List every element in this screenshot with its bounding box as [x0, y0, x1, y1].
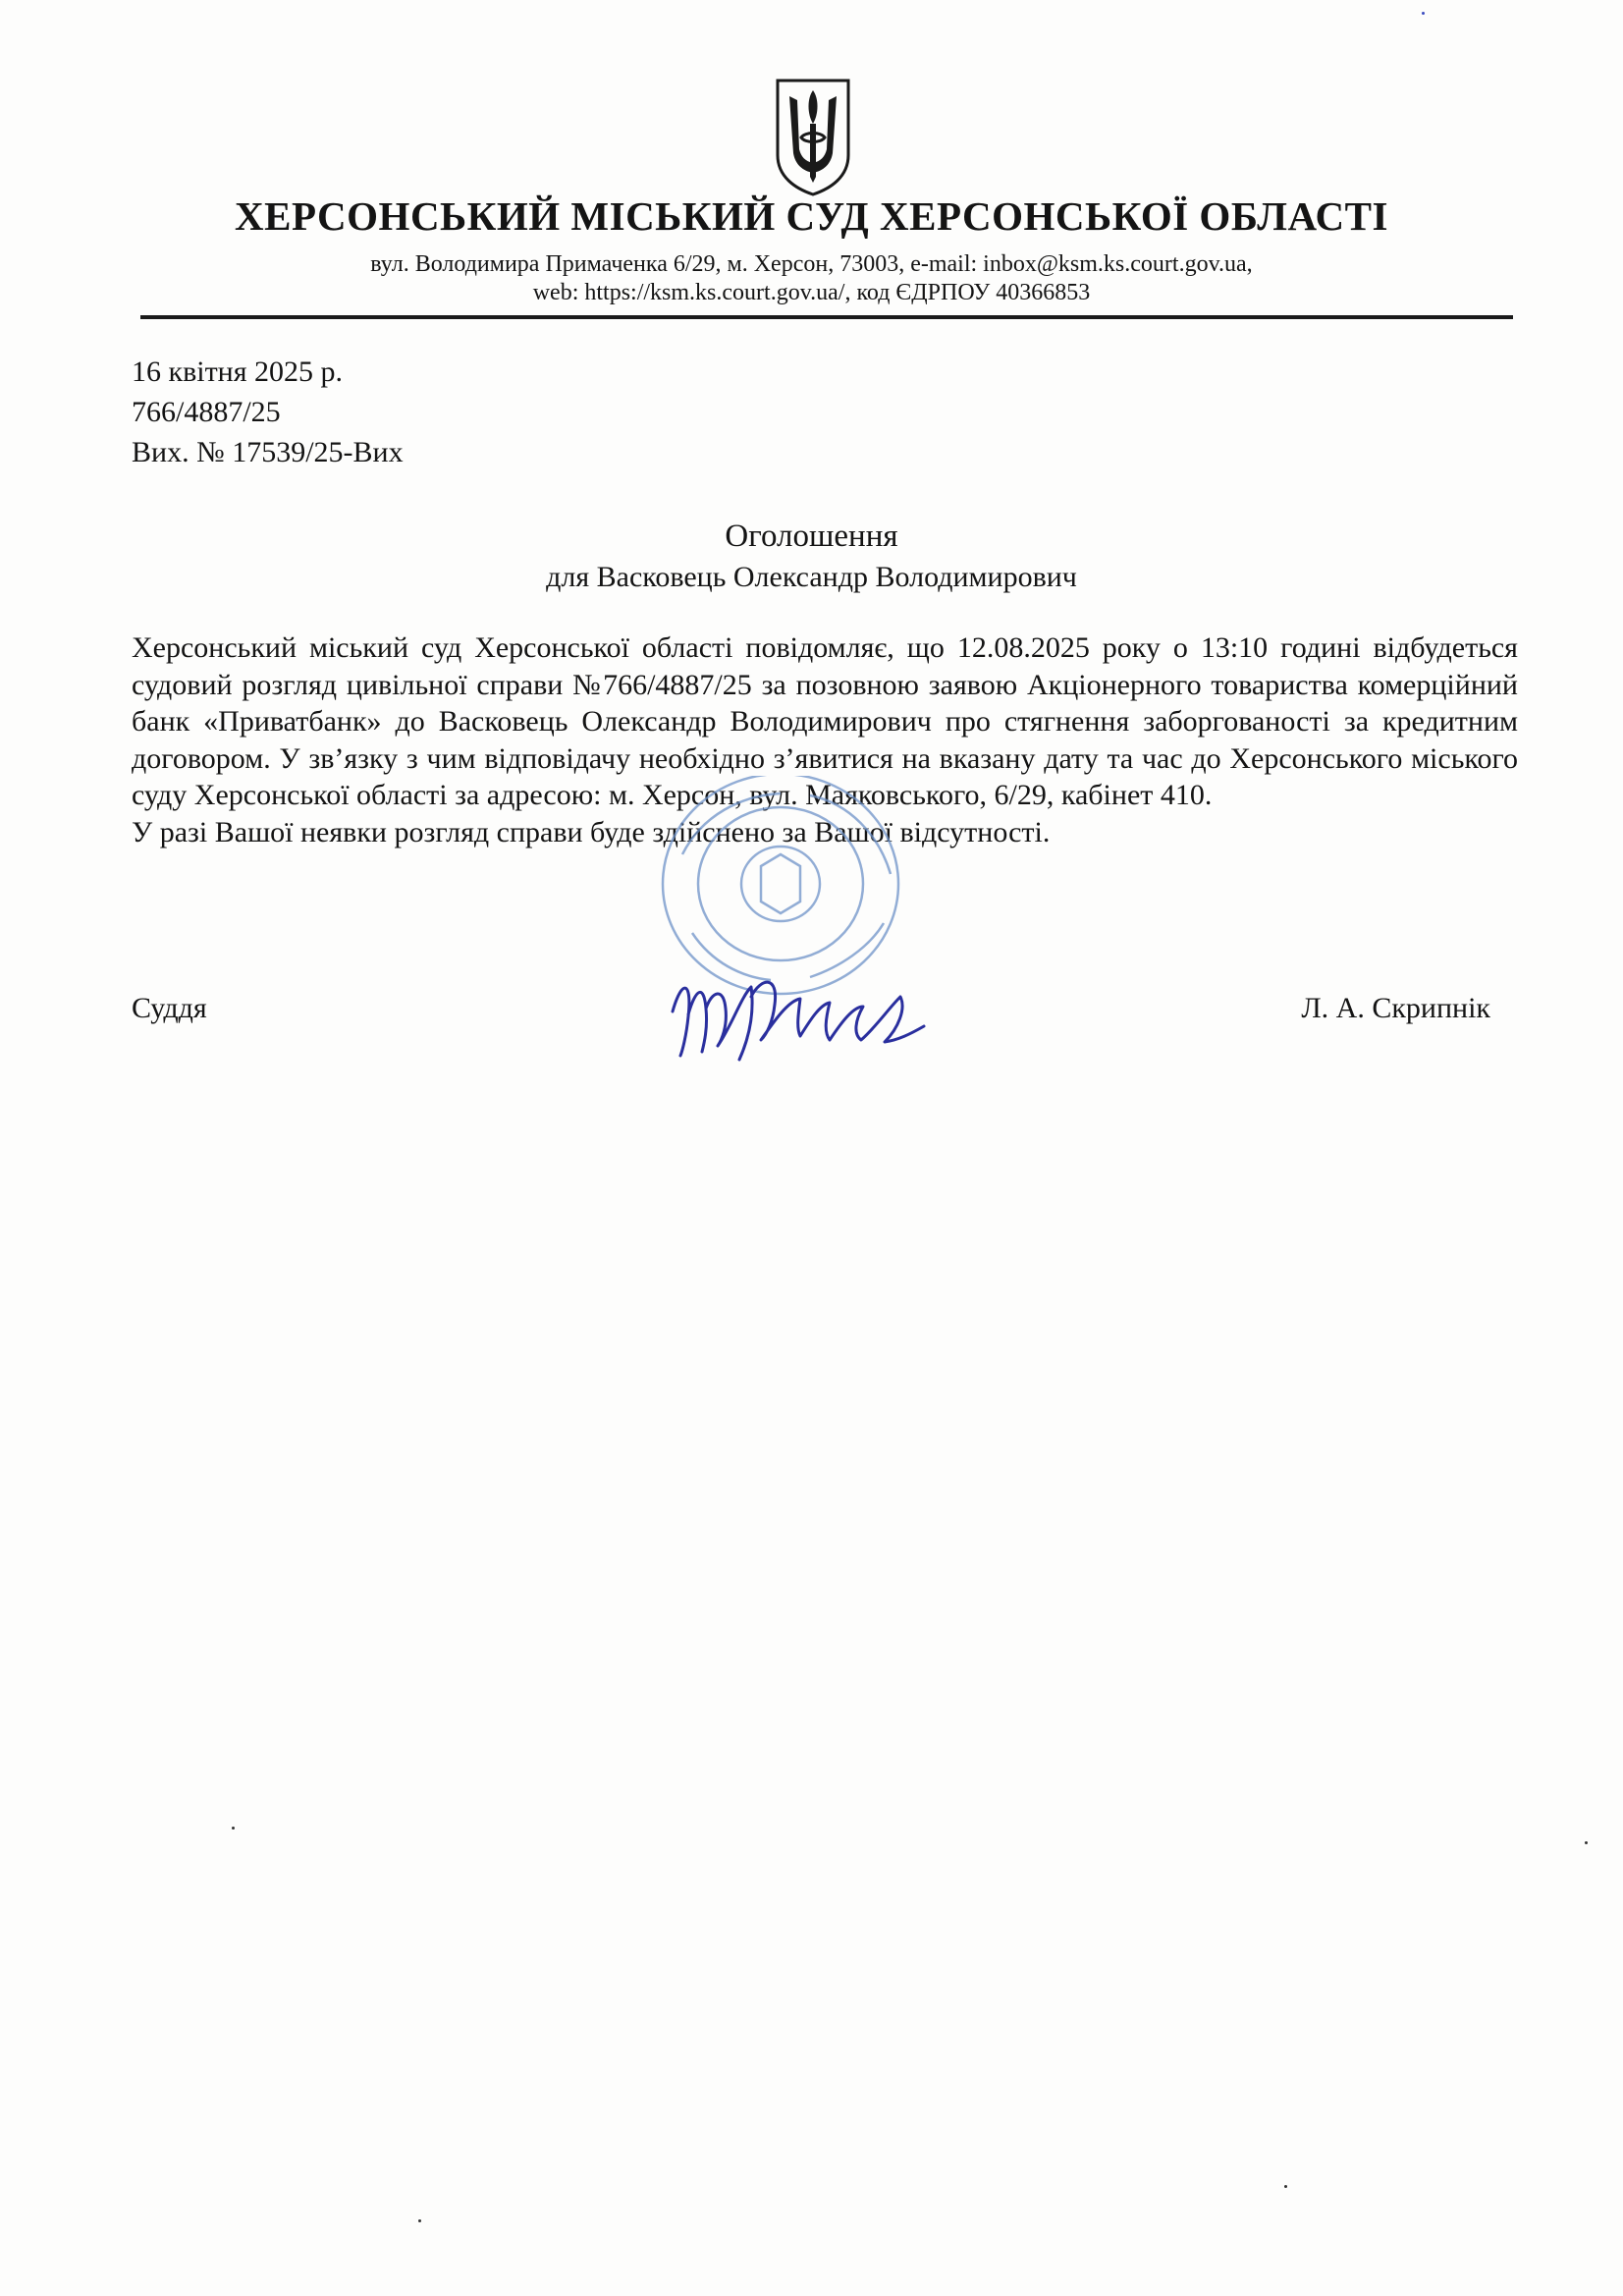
- document-date: 16 квітня 2025 р.: [132, 355, 344, 388]
- header-divider: [140, 315, 1513, 319]
- court-web-and-code: web: https://ksm.ks.court.gov.ua/, код ЄДРПОУ 40366853: [532, 280, 1091, 305]
- judge-signature: [653, 957, 947, 1066]
- body-paragraph-absence: У разі Вашої неявки розгляд справи буде здійснено за Вашої відсутності.: [132, 815, 1051, 848]
- announcement-title: Оголошення: [725, 519, 898, 554]
- judge-name: Л. А. Скрипнік: [1301, 992, 1490, 1024]
- scan-speck: [1284, 2185, 1287, 2188]
- scan-speck: [418, 2219, 421, 2222]
- court-address: вул. Володимира Примаченка 6/29, м. Херсон, 73003, e-mail: inbox@ksm.ks.court.gov.ua,: [370, 251, 1253, 277]
- scan-speck: [232, 1827, 235, 1830]
- scan-speck: [1422, 12, 1425, 15]
- trident-coat-of-arms-icon: [772, 75, 854, 198]
- announcement-addressee: для Васковець Олександр Володимирович: [546, 561, 1077, 593]
- body-paragraph-notice: Херсонський міський суд Херсонської області повідомляє, що 12.08.2025 року о 13:10 годині відбудеться судовий розгляд цивільної справи №766/4887/25 за позовною заявою Акціонерного товариства комерційний банк «Приватбанк» до Васковець Олександр Володимирович про стягнення заборгованості за кредитним договором. У зв’язку з чим відповідачу необхідно з’явитися на вказану дату та час до Херсонського міського суду Херсонської області за адресою: м. Херсон, вул. Маяковського, 6/29, кабінет 410.: [132, 631, 1518, 811]
- outgoing-number: Вих. № 17539/25-Вих: [132, 436, 404, 468]
- judge-role: Суддя: [132, 992, 207, 1024]
- court-name: ХЕРСОНСЬКИЙ МІСЬКИЙ СУД ХЕРСОНСЬКОЇ ОБЛАСТІ: [235, 193, 1388, 239]
- case-number: 766/4887/25: [132, 396, 281, 428]
- scan-speck: [1585, 1841, 1588, 1844]
